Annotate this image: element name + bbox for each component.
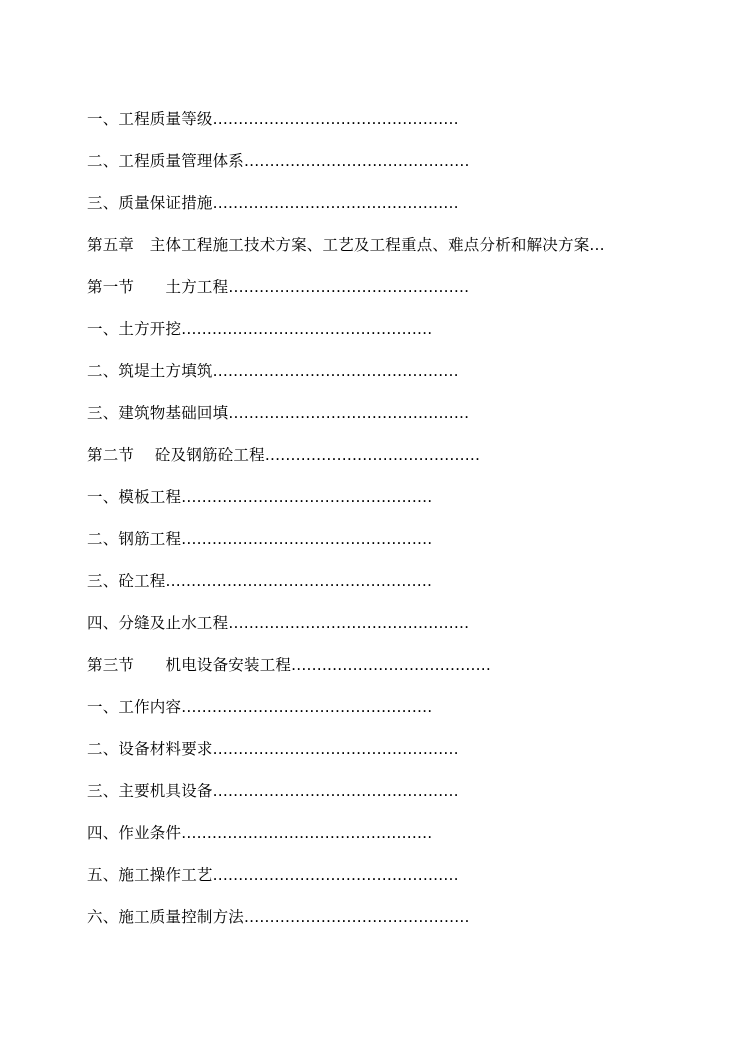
toc-dot-leader: ............................................ (244, 152, 470, 170)
toc-entry-title: 六、施工质量控制方法 (87, 908, 245, 926)
toc-entry[interactable] (87, 527, 687, 569)
toc-entry[interactable] (87, 905, 687, 947)
toc-entry-title: 三、质量保证措施 (87, 194, 213, 212)
toc-dot-leader: ................................................ (212, 866, 459, 884)
toc-dot-leader: ............................................ (244, 908, 470, 926)
toc-entry[interactable] (87, 863, 687, 905)
toc-entry[interactable] (87, 359, 687, 401)
toc-entry[interactable] (87, 401, 687, 443)
toc-dot-leader: ................................................ (212, 194, 459, 212)
toc-dot-leader: ................................................. (181, 488, 433, 506)
toc-dot-leader: ................................................. (181, 698, 433, 716)
toc-entry[interactable] (87, 611, 687, 653)
toc-entry[interactable] (87, 149, 687, 191)
toc-entry-title: 五、施工操作工艺 (87, 866, 213, 884)
toc-dot-leader: ................................................. (181, 320, 433, 338)
toc-entry[interactable] (87, 779, 687, 821)
toc-dot-leader: ................................................ (212, 110, 459, 128)
toc-entry-title: 二、设备材料要求 (87, 740, 213, 758)
toc-entry-title: 四、作业条件 (87, 824, 182, 842)
toc-entry[interactable] (87, 737, 687, 779)
toc-entry[interactable] (87, 485, 687, 527)
toc-entry[interactable] (87, 317, 687, 359)
toc-entry[interactable] (87, 821, 687, 863)
toc-entry-title: 二、筑堤土方填筑 (87, 362, 213, 380)
toc-entry-title: 四、分缝及止水工程 (87, 614, 229, 632)
toc-entry-title: 第一节 土方工程 (87, 278, 229, 296)
toc-dot-leader: ................................................ (212, 740, 459, 758)
toc-entry-title: 第三节 机电设备安装工程 (87, 656, 292, 674)
toc-dot-leader: .................................................... (165, 572, 433, 590)
table-of-contents (87, 107, 687, 947)
toc-entry-title: 一、工程质量等级 (87, 110, 213, 128)
toc-section-heading[interactable] (87, 443, 687, 485)
toc-chapter-heading[interactable] (87, 233, 687, 275)
toc-section-heading[interactable] (87, 275, 687, 317)
toc-entry-title: 三、主要机具设备 (87, 782, 213, 800)
toc-dot-leader: ................................................. (181, 824, 433, 842)
toc-entry-title: 一、土方开挖 (87, 320, 182, 338)
toc-entry[interactable] (87, 695, 687, 737)
toc-entry-title: 二、钢筋工程 (87, 530, 182, 548)
toc-entry-title: 一、工作内容 (87, 698, 182, 716)
toc-dot-leader: ................................................. (181, 530, 433, 548)
toc-section-heading[interactable] (87, 653, 687, 695)
toc-dot-leader: ....................................... (291, 656, 492, 674)
toc-dot-leader: ................................................ (212, 782, 459, 800)
toc-entry-title: 二、工程质量管理体系 (87, 152, 245, 170)
toc-dot-leader: ............................................... (228, 278, 470, 296)
toc-entry-title: 第五章 主体工程施工技术方案、工艺及工程重点、难点分析和解决方案 (87, 236, 590, 254)
toc-entry-title: 第二节 砼及钢筋砼工程 (87, 446, 265, 464)
toc-entry[interactable] (87, 107, 687, 149)
toc-dot-leader: ............................................... (228, 404, 470, 422)
toc-entry-title: 三、砼工程 (87, 572, 166, 590)
toc-entry-title: 一、模板工程 (87, 488, 182, 506)
toc-dot-leader: .......................................... (264, 446, 481, 464)
toc-entry[interactable] (87, 191, 687, 233)
toc-dot-leader: ................................................ (212, 362, 459, 380)
toc-entry[interactable] (87, 569, 687, 611)
toc-dot-leader: ............................................... (228, 614, 470, 632)
toc-dot-leader: ... (589, 236, 605, 254)
toc-entry-title: 三、建筑物基础回填 (87, 404, 229, 422)
